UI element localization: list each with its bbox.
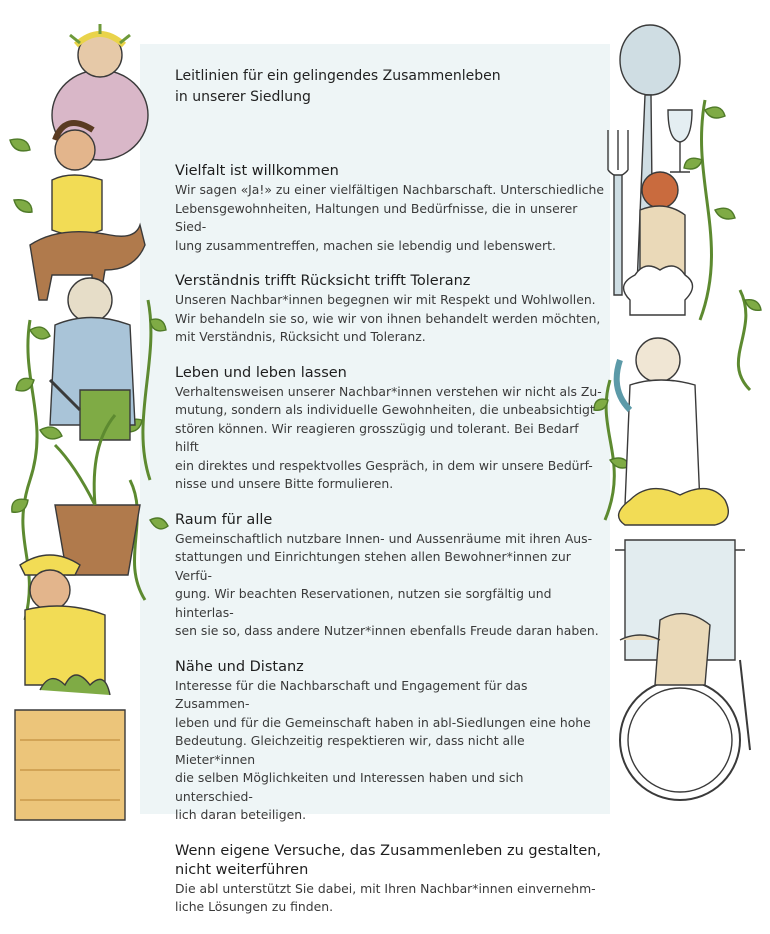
body-line: stören können. Wir reagieren grosszügig und tolerant. Bei Bedarf hilft [175, 420, 579, 454]
heading-line: Nähe und Distanz [175, 658, 304, 675]
section-heading [175, 511, 605, 530]
body-line: Wir sagen «Ja!» zu einer vielfältigen Nachbarschaft. Unterschiedliche [175, 182, 604, 197]
body-line: Unseren Nachbar*innen begegnen wir mit Respekt und Wohlwollen. [175, 292, 596, 307]
section-heading [175, 658, 605, 677]
document-title [175, 66, 605, 108]
chef-hat-icon [617, 266, 700, 505]
body-line: stattungen und Einrichtungen stehen allen Bewohner*innen zur Verfü- [175, 549, 571, 583]
compost-box-icon [15, 675, 125, 820]
body-line: Lebensgewohnheiten, Haltungen und Bedürfnisse, die in unserer Sied- [175, 200, 578, 234]
body-line: lich daran beteiligen. [175, 807, 307, 822]
body-line: Interesse für die Nachbarschaft und Engagement für das Zusammen- [175, 677, 528, 711]
section-heading [175, 364, 605, 383]
section-body [175, 530, 605, 641]
body-line: gung. Wir beachten Reservationen, nutzen sie sorgfältig und hinterlas- [175, 586, 552, 620]
body-line: Bedeutung. Gleichzeitig respektieren wir, dass nicht alle Mieter*innen [175, 733, 525, 767]
title-line: in unserer Siedlung [175, 89, 311, 105]
body-line: nisse und unsere Bitte formulieren. [175, 476, 394, 491]
body-line: mit Verständnis, Rücksicht und Toleranz. [175, 329, 426, 344]
section-heading [175, 272, 605, 291]
section-naehe [175, 658, 605, 825]
section-body [175, 383, 605, 494]
body-line: lung zusammentreffen, machen sie lebendig und lebenswert. [175, 237, 556, 253]
section-body [175, 880, 605, 917]
fork-icon [608, 130, 628, 295]
section-verstaendnis [175, 272, 605, 347]
body-line: sen sie so, dass andere Nutzer*innen ebenfalls Freude daran haben. [175, 623, 599, 638]
section-vielfalt [175, 162, 605, 255]
title-line: Leitlinien für ein gelingendes Zusammenleben [175, 68, 501, 84]
heading-line: Leben und leben lassen [175, 364, 347, 381]
body-line: Die abl unterstützt Sie dabei, mit Ihren Nachbar*innen einvernehm- [175, 880, 596, 896]
body-line: Verhaltensweisen unserer Nachbar*innen verstehen wir nicht als Zu- [175, 383, 602, 399]
heading-line: Verständnis trifft Rücksicht trifft Toleranz [175, 273, 471, 289]
section-heading [175, 162, 605, 181]
right-illustration [590, 0, 770, 834]
section-body [175, 291, 605, 347]
body-line: liche Lösungen zu finden. [175, 899, 334, 914]
left-illustration [0, 0, 170, 834]
heading-line: nicht weiterführen [175, 861, 309, 878]
section-body [175, 677, 605, 825]
heading-line: Raum für alle [175, 511, 273, 528]
body-line: ein direktes und respektvolles Gespräch, in dem wir unsere Bedürf- [175, 457, 593, 473]
section-body [175, 181, 605, 255]
section-heading [175, 842, 605, 880]
watering-can-icon [50, 278, 135, 440]
body-line: Wir behandeln sie so, wie wir von ihnen behandelt werden möchten, [175, 310, 601, 326]
body-line: mutung, sondern als individuelle Gewohnheiten, die unbeabsichtigt [175, 402, 595, 417]
heading-line: Wenn eigene Versuche, das Zusammenleben zu gestalten, [175, 842, 602, 859]
section-raum [175, 511, 605, 641]
climbing-person-icon [640, 172, 685, 275]
body-line: leben und für die Gemeinschaft haben in abl-Siedlungen eine hohe [175, 714, 591, 730]
heading-line: Vielfalt ist willkommen [175, 163, 339, 179]
body-line: die selben Möglichkeiten und Interessen haben und sich unterschied- [175, 770, 524, 804]
section-wenn [175, 842, 605, 917]
guidelines-text [175, 66, 605, 934]
section-leben [175, 364, 605, 494]
body-line: Gemeinschaftlich nutzbare Innen- und Aussenräume mit ihren Aus- [175, 530, 593, 546]
